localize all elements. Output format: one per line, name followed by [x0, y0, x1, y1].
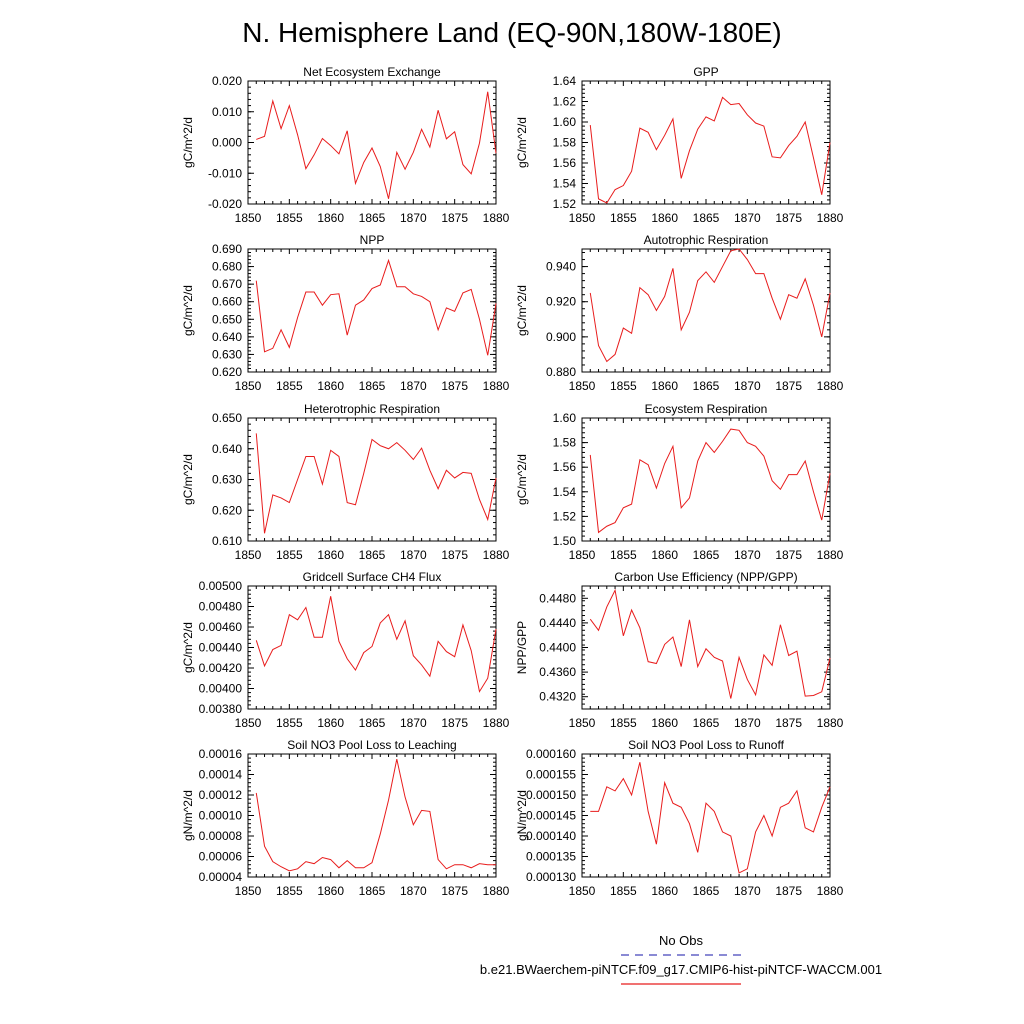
- x-tick-label: 1860: [651, 884, 679, 898]
- x-tick-label: 1875: [775, 716, 803, 730]
- x-tick-label: 1865: [358, 716, 386, 730]
- x-tick-label: 1860: [317, 716, 345, 730]
- x-tick-label: 1865: [692, 548, 720, 562]
- x-tick-label: 1880: [482, 379, 510, 393]
- x-tick-label: 1880: [816, 548, 844, 562]
- y-tick-label: 0.4480: [539, 591, 576, 606]
- x-tick-label: 1860: [317, 884, 345, 898]
- x-tick-label: 1850: [568, 211, 596, 225]
- y-tick-label: 1.56: [552, 460, 576, 475]
- x-tick-label: 1850: [234, 548, 262, 562]
- x-tick-label: 1855: [609, 379, 637, 393]
- y-tick-label: 0.000130: [525, 870, 576, 884]
- y-tick-label: 0.000160: [525, 747, 576, 761]
- y-tick-label: 0.880: [545, 365, 576, 379]
- y-tick-label: 0.620: [211, 365, 242, 379]
- y-tick-label: 0.00014: [198, 767, 242, 782]
- y-tick-label: 0.4360: [539, 665, 576, 680]
- y-tick-label: 0.00016: [198, 747, 242, 761]
- x-tick-label: 1865: [692, 716, 720, 730]
- x-tick-label: 1855: [275, 884, 303, 898]
- figure-title: N. Hemisphere Land (EQ-90N,180W-180E): [242, 17, 782, 48]
- y-tick-label: 1.60: [552, 411, 576, 425]
- y-tick-label: 0.000145: [525, 808, 576, 823]
- y-tick-label: 0.900: [545, 329, 576, 344]
- x-tick-label: 1865: [358, 211, 386, 225]
- y-tick-label: 1.56: [552, 156, 576, 170]
- x-tick-label: 1860: [317, 548, 345, 562]
- y-tick-label: 0.000: [211, 135, 242, 150]
- legend-obs-label: No Obs: [658, 933, 704, 948]
- x-tick-label: 1860: [317, 211, 345, 225]
- y-tick-label: 0.640: [211, 441, 242, 456]
- y-tick-label: 0.640: [211, 329, 242, 344]
- y-tick-label: 0.610: [211, 534, 242, 548]
- y-tick-label: 0.00012: [198, 788, 242, 802]
- x-tick-label: 1880: [482, 211, 510, 225]
- y-tick-label: 1.50: [552, 534, 576, 548]
- panel-title: Gridcell Surface CH4 Flux: [302, 570, 442, 584]
- x-tick-label: 1850: [568, 716, 596, 730]
- x-tick-label: 1855: [275, 716, 303, 730]
- x-tick-label: 1855: [275, 548, 303, 562]
- x-tick-label: 1850: [568, 884, 596, 898]
- y-tick-label: 1.64: [552, 74, 576, 88]
- x-tick-label: 1875: [775, 379, 803, 393]
- y-axis-label: gC/m^2/d: [515, 117, 529, 168]
- x-tick-label: 1855: [609, 211, 637, 225]
- y-tick-label: 0.00008: [198, 829, 242, 843]
- y-tick-label: -0.020: [207, 197, 242, 211]
- y-tick-label: 0.660: [211, 294, 242, 309]
- x-tick-label: 1850: [234, 379, 262, 393]
- x-tick-label: 1880: [816, 716, 844, 730]
- x-tick-label: 1850: [568, 379, 596, 393]
- x-tick-label: 1865: [692, 211, 720, 225]
- x-tick-label: 1855: [609, 548, 637, 562]
- x-tick-label: 1870: [733, 211, 761, 225]
- x-tick-label: 1875: [441, 548, 469, 562]
- y-tick-label: 0.000155: [525, 767, 576, 782]
- x-tick-label: 1865: [358, 884, 386, 898]
- x-tick-label: 1865: [358, 548, 386, 562]
- panel-title: Ecosystem Respiration: [644, 402, 768, 416]
- x-tick-label: 1860: [651, 379, 679, 393]
- y-tick-label: 0.00006: [198, 849, 242, 864]
- x-tick-label: 1850: [234, 211, 262, 225]
- x-tick-label: 1875: [441, 211, 469, 225]
- x-tick-label: 1870: [733, 884, 761, 898]
- y-tick-label: 0.4400: [539, 640, 576, 655]
- y-tick-label: 0.650: [211, 411, 242, 425]
- y-tick-label: 0.680: [211, 259, 242, 274]
- panel-title: Soil NO3 Pool Loss to Runoff: [628, 738, 784, 752]
- x-tick-label: 1875: [441, 884, 469, 898]
- x-tick-label: 1875: [775, 548, 803, 562]
- y-tick-label: 1.54: [552, 176, 576, 191]
- y-axis-label: gC/m^2/d: [181, 622, 195, 673]
- x-tick-label: 1870: [399, 211, 427, 225]
- panel-title: Net Ecosystem Exchange: [303, 65, 441, 79]
- y-tick-label: 0.650: [211, 312, 242, 327]
- x-tick-label: 1855: [275, 211, 303, 225]
- y-axis-label: gC/m^2/d: [181, 285, 195, 336]
- y-axis-label: gC/m^2/d: [181, 117, 195, 168]
- y-tick-label: -0.010: [207, 166, 242, 181]
- y-axis-label: gC/m^2/d: [181, 454, 195, 505]
- x-tick-label: 1875: [775, 884, 803, 898]
- y-tick-label: 1.52: [552, 509, 576, 524]
- y-axis-label: NPP/GPP: [515, 620, 529, 675]
- x-tick-label: 1870: [733, 548, 761, 562]
- y-tick-label: 1.62: [552, 94, 576, 109]
- x-tick-label: 1860: [651, 211, 679, 225]
- y-tick-label: 0.00010: [198, 808, 242, 823]
- x-tick-label: 1870: [733, 716, 761, 730]
- panel-title: Heterotrophic Respiration: [303, 402, 441, 416]
- x-tick-label: 1870: [399, 884, 427, 898]
- y-axis-label: gN/m^2/d: [181, 790, 195, 841]
- x-tick-label: 1880: [816, 211, 844, 225]
- y-tick-label: 0.00380: [198, 702, 242, 716]
- x-tick-label: 1855: [609, 884, 637, 898]
- panel-title: GPP: [693, 65, 719, 79]
- y-tick-label: 0.00500: [198, 579, 242, 593]
- x-tick-label: 1875: [775, 211, 803, 225]
- x-tick-label: 1880: [482, 548, 510, 562]
- y-tick-label: 0.00440: [198, 640, 242, 655]
- x-tick-label: 1860: [317, 379, 345, 393]
- y-tick-label: 0.000150: [525, 788, 576, 802]
- x-tick-label: 1870: [399, 716, 427, 730]
- panel-title: Soil NO3 Pool Loss to Leaching: [287, 738, 457, 752]
- panel-title: NPP: [359, 233, 385, 247]
- legend-case-label: b.e21.BWaerchem-piNTCF.f09_g17.CMIP6-hist-piNTCF-WACCM.001: [479, 962, 883, 977]
- y-axis-label: gC/m^2/d: [515, 454, 529, 505]
- y-tick-label: 0.00004: [198, 870, 242, 884]
- x-tick-label: 1855: [275, 379, 303, 393]
- y-tick-label: 0.620: [211, 503, 242, 518]
- panel-title: Autotrophic Respiration: [643, 233, 769, 247]
- y-tick-label: 0.010: [211, 104, 242, 119]
- y-tick-label: 0.630: [211, 472, 242, 487]
- y-tick-label: 0.630: [211, 347, 242, 362]
- x-tick-label: 1880: [482, 716, 510, 730]
- x-tick-label: 1875: [441, 716, 469, 730]
- x-tick-label: 1880: [816, 884, 844, 898]
- y-tick-label: 0.000140: [525, 829, 576, 843]
- x-tick-label: 1870: [399, 379, 427, 393]
- x-tick-label: 1875: [441, 379, 469, 393]
- x-tick-label: 1870: [733, 379, 761, 393]
- x-tick-label: 1850: [234, 884, 262, 898]
- y-axis-label: gC/m^2/d: [515, 285, 529, 336]
- x-tick-label: 1860: [651, 716, 679, 730]
- x-tick-label: 1865: [692, 884, 720, 898]
- x-tick-label: 1865: [358, 379, 386, 393]
- panel-title: Carbon Use Efficiency (NPP/GPP): [614, 570, 798, 584]
- y-axis-label: gN/m^2/d: [515, 790, 529, 841]
- y-tick-label: 0.670: [211, 277, 242, 292]
- y-tick-label: 0.4320: [539, 689, 576, 704]
- x-tick-label: 1850: [568, 548, 596, 562]
- y-tick-label: 1.52: [552, 197, 576, 211]
- y-tick-label: 0.020: [211, 74, 242, 88]
- x-tick-label: 1860: [651, 548, 679, 562]
- y-tick-label: 0.00460: [198, 620, 242, 634]
- y-tick-label: 0.940: [545, 259, 576, 274]
- x-tick-label: 1880: [482, 884, 510, 898]
- y-tick-label: 1.60: [552, 115, 576, 129]
- y-tick-label: 0.00420: [198, 661, 242, 675]
- x-tick-label: 1870: [399, 548, 427, 562]
- x-tick-label: 1865: [692, 379, 720, 393]
- y-tick-label: 1.54: [552, 484, 576, 499]
- y-tick-label: 1.58: [552, 435, 576, 450]
- y-tick-label: 0.4440: [539, 615, 576, 630]
- y-tick-label: 0.690: [211, 242, 242, 256]
- y-tick-label: 0.920: [545, 294, 576, 309]
- y-tick-label: 0.000135: [525, 849, 576, 864]
- y-tick-label: 0.00400: [198, 681, 242, 696]
- x-tick-label: 1855: [609, 716, 637, 730]
- x-tick-label: 1880: [816, 379, 844, 393]
- x-tick-label: 1850: [234, 716, 262, 730]
- y-tick-label: 1.58: [552, 135, 576, 150]
- y-tick-label: 0.00480: [198, 599, 242, 614]
